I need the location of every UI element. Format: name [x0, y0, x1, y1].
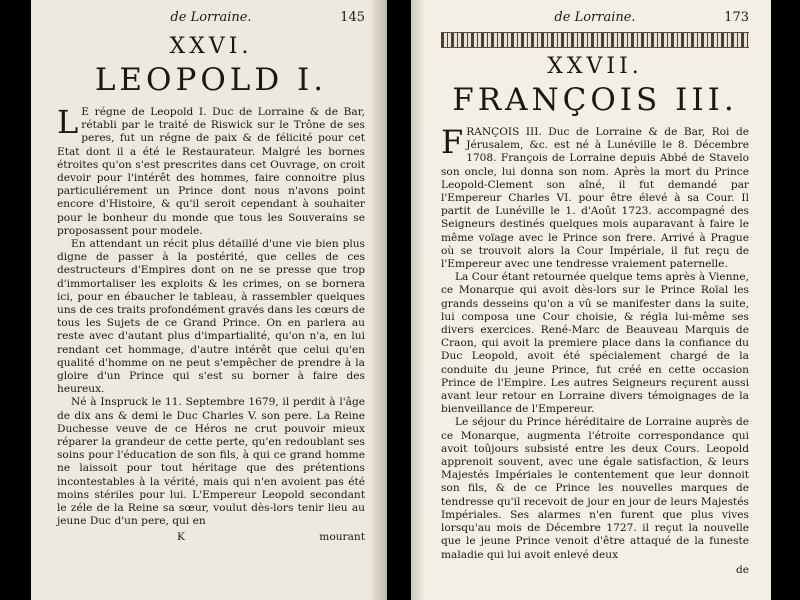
page-number: 173 — [724, 10, 749, 25]
paragraph: La Cour étant retournée quelque tems après à Vienne, ce Monarque qui avoit dès-lors sur le Prince Roïal les grands desseins qu'on a vû se manifester dans la suite, lui composa une Cour choisie, & régla lui-même ses divers exercices. René-Marc de Beauveau Marquis de Craon, qui avoit la premiere place dans la confiance du Duc Leopold, avoit été spécialement chargé de la conduite du jeune Prince, fut créé en cette occasion Prince de l'Empire. Les autres Seigneurs reçurent aussi avant leur retour en Lorraine divers témoignages de la bienveillance de l'Empereur. — [441, 271, 749, 416]
catchword: mourant — [319, 530, 365, 543]
chapter-title: LEOPOLD I. — [94, 62, 328, 98]
paragraph: L E régne de Leopold I. Duc de Lorraine & de Bar, rétabli par le traité de Riswick sur le Trône de ses peres, fut un régne de paix & de félicité pour cet Etat dont il a été le Restaurateur. Malgré les bornes étroites qu'on s'est prescrites dans cet Ouvrage, on croit devoir pour l'intérêt des hommes, faire connoitre plus particuliérement un Prince dont nous n'avons point encore d'Histoire, & qu'il seroit cependant à souhaiter pour le bonheur du monde que tous les Souverains se proposassent pour modele. — [57, 103, 365, 237]
drop-cap: F — [441, 123, 464, 161]
body-text — [57, 103, 365, 529]
chapter-numeral: XXVII. — [547, 54, 643, 79]
gutter-shadow — [411, 0, 425, 600]
ornament-band — [441, 32, 749, 48]
running-head — [57, 10, 365, 28]
signature-mark: K — [177, 530, 185, 543]
page-number: 145 — [340, 10, 365, 25]
body-text — [441, 123, 749, 562]
running-title: de Lorraine. — [554, 10, 636, 25]
paragraph: Le séjour du Prince héréditaire de Lorraine auprès de ce Monarque, augmenta l'étroite correspondance qui avoit toûjours subsisté entre les deux Cours. Leopold apprenoit souvent, avec une égale satisfaction, & leurs Majestés Impériales le contentement que leur donnoit son fils, & de ce Prince les nouvelles marques de tendresse qu'il recevoit de jour en jour de leurs Majestés Impériales. Ses alarmes n'en furent que plus vives lorsqu'au mois de Décembre 1727. il reçut la nouvelle que le jeune Prince venoit d'être attaqué de la funeste maladie qui lui avoit enlevé deux — [441, 416, 749, 561]
right-page — [411, 0, 771, 600]
paragraph: En attendant un récit plus détaillé d'une vie bien plus digne de passer à la postérité, que celles de ces destructeurs d'Empires dont on ne se presse que trop d'immortaliser les exploits & les crimes, on se bornera ici, pour en ébaucher le tableau, à rassembler quelques uns de ces traits profondément gravés dans les cœurs de tous les Sujets de ce Grand Prince. On en parlera au reste avec d'autant plus d'impartialité, qu'on n'a, en lui rendant cet hommage, d'autre intérêt que celui qu'en qualité d'homme on ne peut s'empêcher de prendre à la gloire d'un Prince qui s'est su borner à faire des heureux. — [57, 238, 365, 396]
catchword: de — [735, 563, 749, 576]
page-footer — [57, 531, 365, 545]
left-page — [31, 0, 387, 600]
running-title: de Lorraine. — [170, 10, 252, 25]
paragraph: FRANÇOIS III. Duc de Lorraine & de Bar, Roi de Jérusalem, &c. est né à Lunéville le 8. Décembre 1708. François de Lorraine depuis Abbé de Stavelo son oncle, lui donna son nom. Après la mort du Prince Leopold-Clement son aîné, il fut demandé par l'Empereur Charles VI. pour être élevé à sa Cour. Il partit de Lunéville le 1. d'Août 1723. accompagné des Seigneurs destinés quelques mois auparavant à faire le même voïage avec le Prince son frere. Arrivé à Prague où se trouvoit alors la Cour Impériale, il fut reçu de l'Empereur avec une tendresse vraiement paternelle. — [441, 123, 749, 271]
paragraph: Né à Inspruck le 11. Septembre 1679, il perdit à l'âge de dix ans & demi le Duc Charles V. son pere. La Reine Duchesse veuve de ce Héros ne crut pouvoir mieux réparer la grandeur de cette perte, qu'en redoublant ses soins pour l'éducation de son fils, à qui ce grand homme ne laissoit pour tout héritage que des prétentions incontestables à la vérité, mais qui n'en avoient pas été moins stériles pour lui. L'Empereur Leopold secondant le zéle de la Reine sa sœur, voulut dès-lors tenir lieu au jeune Duc d'un pere, qui en — [57, 396, 365, 528]
page-footer — [441, 564, 749, 578]
drop-cap: L — [57, 103, 79, 141]
running-head — [441, 10, 749, 28]
chapter-numeral: XXVI. — [169, 34, 253, 59]
gutter-shadow — [369, 0, 387, 600]
chapter-title: FRANÇOIS III. — [452, 82, 738, 118]
